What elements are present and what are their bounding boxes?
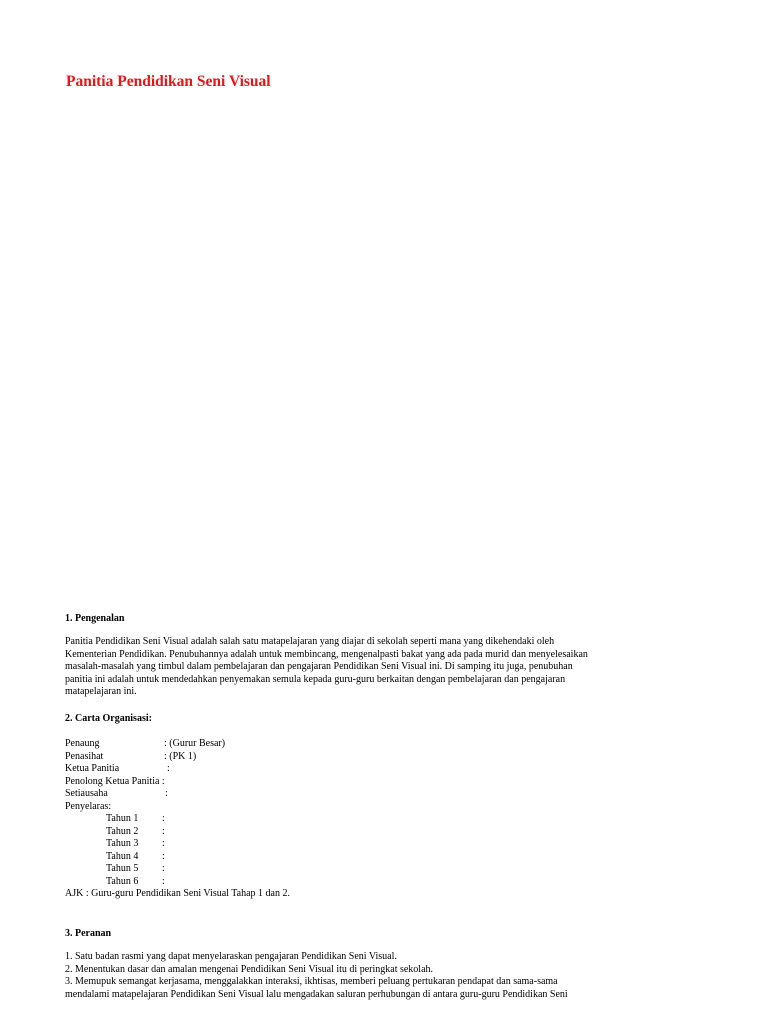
org-label: Tahun 1 — [106, 813, 139, 824]
org-label: Ketua Panitia — [65, 763, 120, 774]
org-label: Penyelaras: — [65, 800, 112, 812]
section-heading-carta-organisasi: 2. Carta Organisasi: — [65, 713, 152, 724]
org-label: Tahun 4 — [106, 850, 139, 862]
paragraph-line: Panitia Pendidikan Seni Visual adalah salah satu matapelajaran yang diajar di sekolah seperti mana yang dikehendaki oleh — [65, 636, 555, 647]
paragraph-line: matapelajaran ini. — [65, 686, 137, 697]
org-value: : (Gurur Besar) — [164, 738, 226, 749]
org-label: Penasihat — [65, 750, 104, 762]
role-item: 2. Menentukan dasar dan amalan mengenai Pendidikan Seni Visual itu di peringkat sekolah. — [65, 963, 434, 975]
org-label: Setiausaha — [65, 788, 108, 799]
paragraph-line: panitia ini adalah untuk mendedahkan penyemakan semula kepada guru-guru berkaitan dengan pembelajaran dan pengajaran — [65, 673, 566, 685]
document-title: Panitia Pendidikan Seni Visual — [66, 73, 271, 90]
role-item: 3. Memupuk semangat kerjasama, menggalakkan interaksi, ikhtisas, memberi peluang pertukaran pendapat dan sama-sama — [65, 976, 558, 987]
org-value: : — [162, 825, 165, 837]
section-heading-pengenalan: 1. Pengenalan — [65, 613, 125, 624]
section-heading-peranan: 3. Peranan — [65, 928, 112, 939]
org-label: Tahun 5 — [106, 863, 139, 874]
role-item: 1. Satu badan rasmi yang dapat menyelaraskan pengajaran Pendidikan Seni Visual. — [65, 951, 397, 962]
org-value: : — [165, 788, 168, 799]
org-label: Tahun 6 — [106, 875, 139, 887]
org-value: : (PK 1) — [164, 750, 197, 762]
org-value: : — [162, 863, 165, 874]
org-value: : — [162, 813, 165, 824]
paragraph-line: masalah-masalah yang timbul dalam pembelajaran dan pengajaran Pendidikan Seni Visual ini. Di samping itu juga, penubuhan — [65, 661, 573, 672]
org-label: Tahun 2 — [106, 825, 139, 837]
section-body-pengenalan — [65, 636, 665, 699]
org-value: : — [162, 875, 165, 887]
org-value: : — [162, 838, 165, 849]
ajk-text: AJK : Guru-guru Pendidikan Seni Visual Tahap 1 dan 2. — [65, 888, 290, 899]
section-body-peranan — [65, 951, 665, 1001]
org-value: : — [167, 763, 170, 774]
org-label: Penaung — [65, 738, 100, 749]
org-value: : — [162, 850, 165, 862]
org-label: Penolong Ketua Panitia : — [65, 775, 165, 787]
paragraph-line: Kementerian Pendidikan. Penubuhannya adalah untuk membincang, mengenalpasti bakat yang ada pada murid dan menyelesaikan — [65, 648, 588, 660]
org-label: Tahun 3 — [106, 838, 139, 849]
role-item: mendalami matapelajaran Pendidikan Seni Visual lalu mengadakan saluran perhubungan di antara guru-guru Pendidikan Seni — [65, 988, 568, 1000]
